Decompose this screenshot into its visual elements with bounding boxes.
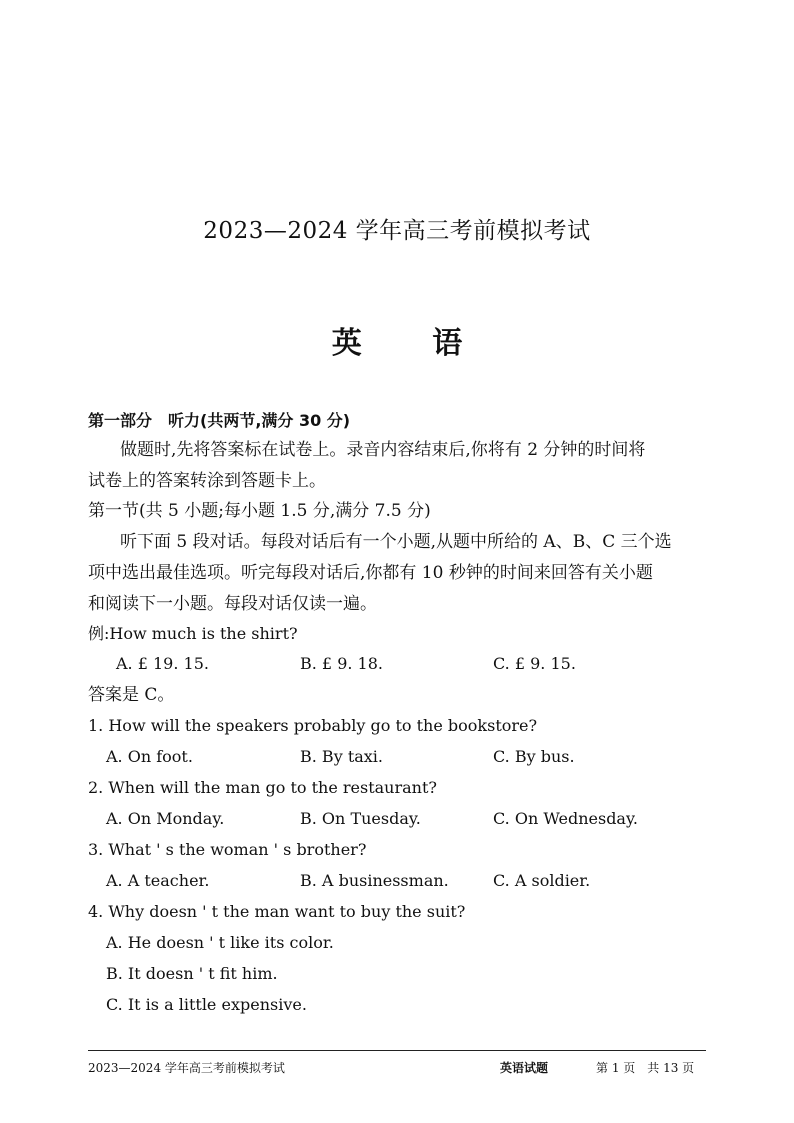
q3-option-a: A. A teacher. bbox=[106, 871, 210, 890]
q1-option-c: C. By bus. bbox=[493, 747, 575, 766]
footer-paper-name: 英语试题 bbox=[500, 1061, 549, 1075]
q4-option-a: A. He doesn ' t like its color. bbox=[106, 933, 334, 952]
q2-option-c: C. On Wednesday. bbox=[493, 809, 638, 828]
example-answer: 答案是 C。 bbox=[88, 685, 175, 705]
q3-option-b: B. A businessman. bbox=[300, 871, 449, 890]
question-3: 3. What ' s the woman ' s brother? bbox=[88, 840, 367, 859]
q2-option-b: B. On Tuesday. bbox=[300, 809, 421, 828]
section1-heading: 第一节(共 5 小题;每小题 1.5 分,满分 7.5 分) bbox=[88, 501, 431, 521]
example-option-c: C. £ 9. 15. bbox=[493, 654, 576, 673]
section1-line-2: 项中选出最佳选项。听完每段对话后,你都有 10 秒钟的时间来回答有关小题 bbox=[88, 563, 653, 583]
footer-exam-name: 2023—2024 学年高三考前模拟考试 bbox=[88, 1061, 285, 1075]
q2-option-a: A. On Monday. bbox=[106, 809, 225, 828]
section1-line-3: 和阅读下一小题。每段对话仅读一遍。 bbox=[88, 594, 377, 614]
question-4: 4. Why doesn ' t the man want to buy the suit? bbox=[88, 902, 466, 921]
example-option-b: B. £ 9. 18. bbox=[300, 654, 383, 673]
example-option-a: A. £ 19. 15. bbox=[116, 654, 209, 673]
example-question: 例:How much is the shirt? bbox=[88, 624, 298, 643]
question-1: 1. How will the speakers probably go to the bookstore? bbox=[88, 716, 538, 735]
question-2: 2. When will the man go to the restaurant? bbox=[88, 778, 437, 797]
q1-option-b: B. By taxi. bbox=[300, 747, 384, 766]
footer-divider bbox=[88, 1050, 706, 1051]
q1-option-a: A. On foot. bbox=[106, 747, 193, 766]
instruction-line-1: 做题时,先将答案标在试卷上。录音内容结束后,你将有 2 分钟的时间将 bbox=[120, 440, 646, 460]
q4-option-c: C. It is a little expensive. bbox=[106, 995, 307, 1014]
q4-option-b: B. It doesn ' t fit him. bbox=[106, 964, 278, 983]
part1-heading: 第一部分 听力(共两节,满分 30 分) bbox=[88, 411, 351, 430]
footer-page-info: 第 1 页 共 13 页 bbox=[596, 1061, 695, 1075]
exam-title: 2023—2024 学年高三考前模拟考试 bbox=[203, 218, 591, 244]
q3-option-c: C. A soldier. bbox=[493, 871, 591, 890]
instruction-line-2: 试卷上的答案转涂到答题卡上。 bbox=[88, 471, 326, 491]
subject-title: 英 语 bbox=[331, 326, 493, 361]
section1-line-1: 听下面 5 段对话。每段对话后有一个小题,从题中所给的 A、B、C 三个选 bbox=[120, 532, 672, 552]
